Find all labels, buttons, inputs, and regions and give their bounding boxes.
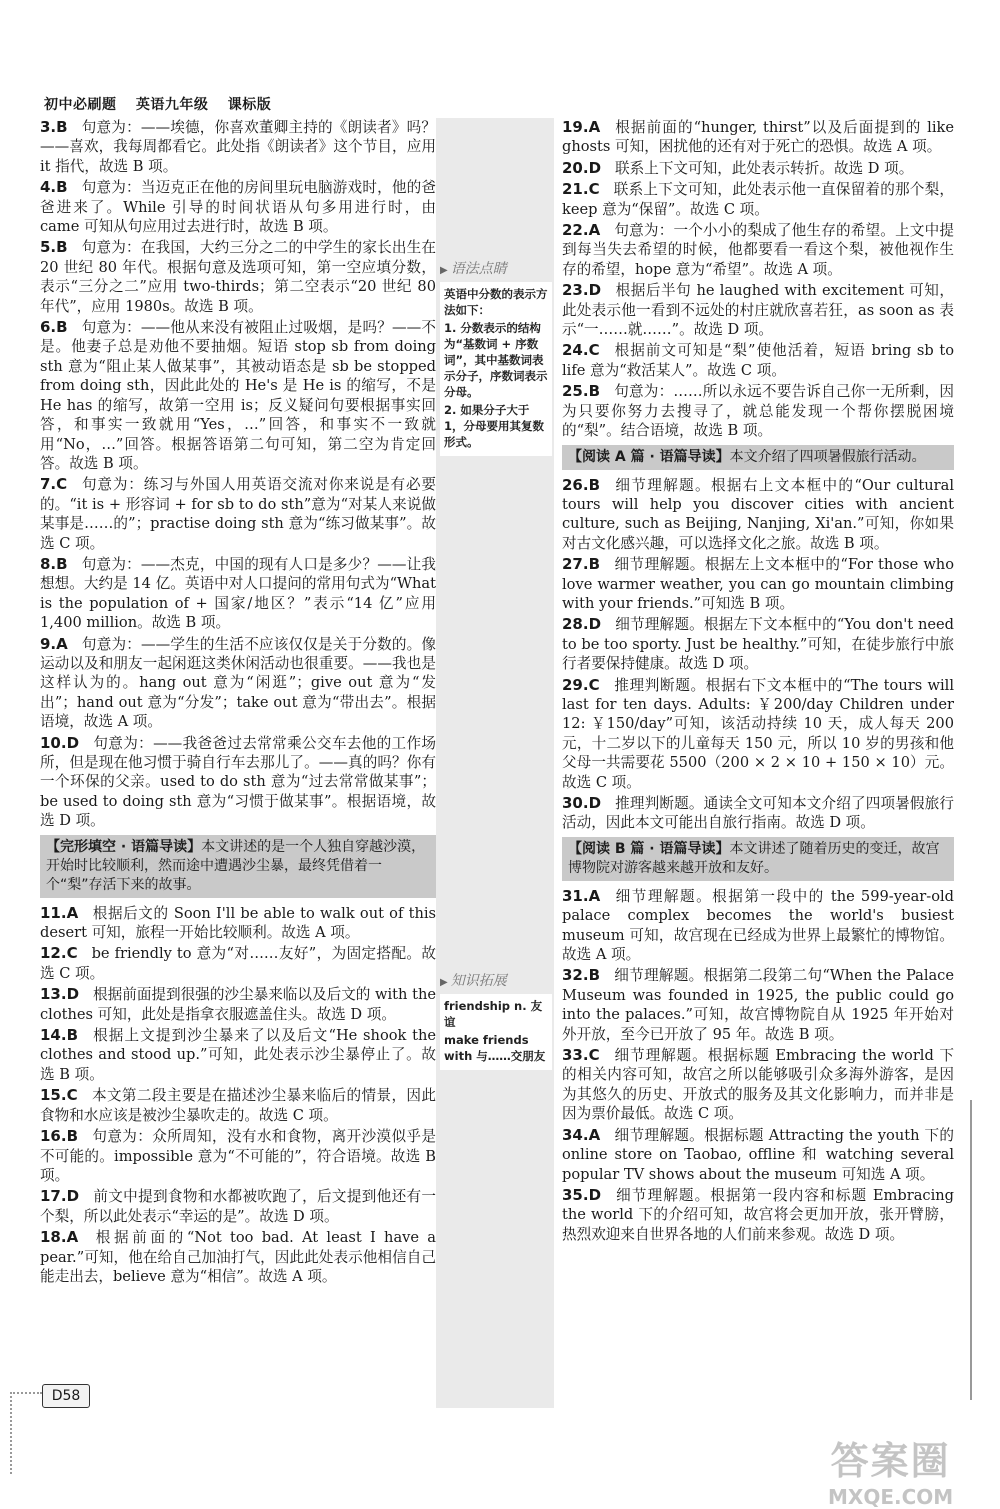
answer-number: 21.C — [562, 180, 600, 199]
banner-text: 本文介绍了四项暑假旅行活动。 — [729, 448, 926, 465]
answer-item — [40, 1127, 436, 1185]
answer-item — [40, 238, 436, 316]
answer-explanation: be friendly to 意为“对……友好”，为固定搭配。故选 C 项。 — [40, 945, 436, 982]
answer-explanation: 细节理解题。根据标题 Embracing the world 下的相关内容可知，故宫之所以能够吸引众多海外游客，是因为其悠久的历史、开放式的服务及其文化影响力，而并非是因为票价最低。故选 C 项。 — [562, 1047, 954, 1123]
answer-explanation: 句意为：——我爸爸过去常常乘公交车去他的工作场所，但是现在他习惯于骑自行车去那儿了。——真的吗？你有一个环保的父亲。used to do sth 意为“过去常常做某事”；be used to doing sth 意为“习惯于做某事”。根据语境，故选 D 项。 — [40, 734, 436, 830]
answer-number: 10.D — [40, 733, 80, 752]
answer-explanation: 本文第二段主要是在描述沙尘暴来临后的情景，因此食物和水应该是被沙尘暴吹走的。故选 C 项。 — [40, 1087, 436, 1124]
answer-number: 24.C — [562, 341, 600, 360]
answer-number: 34.A — [562, 1125, 601, 1144]
series-title: 初中必刷题 — [44, 97, 117, 113]
watermark-main-text: 答案圈 — [830, 1439, 951, 1483]
subject-title: 英语九年级 — [135, 97, 209, 113]
answer-explanation: 细节理解题。根据右上文本框中的“Our cultural tours will help you discover cities with ancient culture, such as Beijing, Nanjing, Xi'an.”可知，你如果对古文化感兴趣，可以选择文化之旅。故选 B 项。 — [562, 476, 954, 552]
answer-number: 13.D — [40, 985, 80, 1004]
answer-item — [562, 476, 954, 554]
answer-explanation: 细节理解题。根据第一段中的 the 599-year-old palace complex becomes the world's busiest museum 可知，故宫现在已经成为世界上最繁忙的博物馆。故选 A 项。 — [562, 887, 954, 964]
answer-number: 14.B — [40, 1026, 79, 1045]
answer-item — [562, 1126, 954, 1184]
answer-number: 9.A — [40, 634, 68, 653]
answer-explanation: 句意为：练习与外国人用英语交流对你来说是有必要的。“it is + 形容词 + for sb to do sth”意为“对某人来说做某事是……的”；practise doing sth 意为“练习做某事”。故选 C 项。 — [40, 476, 436, 552]
answer-explanation: 前文中提到食物和水都被吹跑了，后文提到他还有一个梨，所以此处表示“幸运的是”。故选 D 项。 — [40, 1188, 436, 1225]
knowledge-note-line: make friends with 与……交朋友 — [444, 1033, 546, 1063]
answer-number: 28.D — [562, 615, 602, 634]
answer-explanation: 根据后半句 he laughed with excitement 可知，此处表示他一看到不远处的村庄就欣喜若狂，as soon as 表示“一……就……”。故选 D 项。 — [562, 282, 954, 339]
answer-item — [40, 944, 436, 983]
right-column — [562, 118, 954, 1246]
answer-item — [562, 159, 954, 178]
answer-explanation: 细节理解题。根据左下文本框中的“You don't need to be too sporty. Just be healthy.”可知，在徒步旅行中旅行者要保持健康。故选 D 项。 — [562, 616, 954, 673]
answer-explanation: 句意为：……所以永远不要告诉自己你一无所剩，因为只要你努力去搜寻了，就总能发现一个帮你摆脱困境的“梨”。结合语境，故选 B 项。 — [562, 383, 954, 440]
answer-explanation: 联系上下文可知，此处表示他一直保留着的那个梨，keep 意为“保留”。故选 C 项。 — [562, 181, 954, 218]
answer-number: 33.C — [562, 1046, 600, 1065]
banner-tag: 【完形填空 · 语篇导读】 — [46, 838, 202, 855]
answer-item — [40, 555, 436, 633]
answer-number: 17.D — [40, 1187, 80, 1206]
answer-explanation: 根据后文的 Soon I'll be able to walk out of this desert 可知，旅程一开始比较顺利。故选 A 项。 — [40, 904, 436, 942]
answer-item — [562, 221, 954, 279]
answer-explanation: 根据上文提到沙尘暴来了以及后文“He shook the clothes and stood up.”可知，此处表示沙尘暴停止了。故选 B 项。 — [40, 1027, 436, 1083]
watermark-site-text: MXQE.COM — [828, 1485, 954, 1509]
answer-item — [40, 1228, 436, 1286]
knowledge-note-body — [440, 994, 552, 1070]
answer-item — [562, 887, 954, 965]
banner-text: 本文讲述了随着历史的变迁，故宫博物院对游客越来越开放和友好。 — [568, 840, 940, 876]
answer-item — [40, 1086, 436, 1125]
left-column — [40, 118, 436, 1288]
answer-explanation: 根据前面的“Not too bad. At least I have a pear.”可知，他在给自己加油打气，因此此处表示他相信自己能走出去，believe 意为“相信”。故选 A 项。 — [40, 1229, 436, 1285]
answer-number: 23.D — [562, 281, 602, 300]
answer-number: 4.B — [40, 178, 68, 197]
cloze-guide-banner — [40, 835, 436, 898]
margin-rule — [970, 1100, 972, 1400]
answer-number: 32.B — [562, 966, 601, 985]
answer-explanation: 细节理解题。根据第二段第二句“When the Palace Museum was founded in 1925, the public could go into the palaces.”可知，故宫博物院自从 1925 年开始对外开放，至今已开放了 95 年。故选 B 项。 — [562, 967, 954, 1043]
answer-item — [562, 341, 954, 380]
knowledge-note — [440, 970, 552, 1070]
answer-explanation: 推理判断题。根据右下文本框中的“The tours will last for ten days. Adults: ￥200/day Children under 12: ￥150/day”可知，该活动持续 10 天，成人每天 200 元，十二岁以下的儿童每天 150 元，所以 10 岁的男孩和他父母一共需要花 5500（200 × 2 × 10 + 150 × 10）元。故选 C 项。 — [562, 676, 954, 791]
answer-number: 29.C — [562, 675, 600, 694]
answer-item — [562, 1186, 954, 1244]
answer-number: 3.B — [40, 118, 68, 136]
reading-a-guide-banner — [562, 445, 954, 470]
answer-item — [562, 676, 954, 792]
answer-explanation: 句意为：——学生的生活不应该仅仅是关于分数的。像运动以及和朋友一起闲逛这类休闲活动也很重要。——我也是这样认为的。hang out 意为“闲逛”；give out 意为“发出”；hand out 意为“分发”；take out 意为“带出去”。根据语境，故选 A 项。 — [40, 635, 436, 731]
answer-item — [40, 734, 436, 831]
banner-tag: 【阅读 A 篇 · 语篇导读】 — [568, 448, 730, 465]
answer-item — [40, 635, 436, 732]
answer-number: 19.A — [562, 118, 601, 136]
watermark-logo — [828, 1430, 953, 1509]
answer-item — [562, 118, 954, 157]
knowledge-note-line: friendship n. 友谊 — [444, 999, 543, 1029]
edition-title: 课标版 — [227, 97, 272, 113]
answer-item — [562, 1046, 954, 1124]
answer-explanation: 句意为：在我国，大约三分之二的中学生的家长出生在 20 世纪 80 年代。根据句意及选项可知，第一空应填分数，表示“三分之二”应用 two-thirds；第二空表示“20 世纪 80 年代”，应用 1980s。故选 B 项。 — [40, 239, 436, 315]
answer-explanation: 句意为：——杰克，中国的现有人口是多少？——让我想想。大约是 14 亿。英语中对人口提问的常用句式为“What is the population of + 国家/地区？”表示“14 亿”应用 1,400 million。故选 B 项。 — [40, 555, 436, 632]
answer-explanation: 根据前文可知是“梨”使他活着，短语 bring sb to life 意为“救活某人”。故选 C 项。 — [562, 342, 954, 379]
answer-number: 35.D — [562, 1185, 602, 1204]
answer-item — [40, 985, 436, 1024]
answer-explanation: 根据前面提到很强的沙尘暴来临以及后文的 with the clothes 可知，此处是指拿衣服遮盖住头。故选 D 项。 — [40, 986, 436, 1023]
answer-item — [40, 475, 436, 553]
answer-number: 18.A — [40, 1228, 79, 1247]
grammar-note-point: 2. 如果分子大于 1，分母要用其复数形式。 — [444, 403, 545, 449]
banner-text: 本文讲述的是一个人独自穿越沙漠，开始时比较顺利，然而途中遭遇沙尘暴，最终凭借着一个“梨”存活下来的故事。 — [46, 838, 426, 893]
answer-number: 6.B — [40, 318, 68, 337]
answer-explanation: 句意为：——埃德，你喜欢董卿主持的《朗读者》吗？——喜欢，我每周都看它。此处指《朗读者》这个节目，应用 it 指代，故选 B 项。 — [40, 119, 436, 175]
answer-number: 22.A — [562, 221, 601, 240]
answer-number: 25.B — [562, 382, 601, 401]
answer-explanation: 细节理解题。根据标题 Attracting the youth 下的 online store on Taobao, offline 和 watching several popular TV shows about the museum 可知选 A 项。 — [562, 1126, 954, 1183]
page-header — [44, 94, 285, 114]
answer-item — [562, 180, 954, 219]
answer-number: 15.C — [40, 1086, 78, 1105]
answer-item — [40, 904, 436, 943]
grammar-note-title: ▶ 语法点睛 — [440, 258, 552, 278]
answer-explanation: 句意为：——他从来没有被阻止过吸烟，是吗？——不是。他妻子总是劝他不要抽烟。短语 stop sb from doing sth 意为“阻止某人做某事”，其被动语态是 sb be stopped from doing sth，因此此处的 He's 是 He is 的缩写，不是 He has 的缩写，故第一空用 is；反义疑问句要根据事实回答，和事实一致就用“Yes，…”回答，和事实不一致就用“No，…”回答。根据答语第二句可知，第二空为肯定回答。故选 B 项。 — [40, 319, 436, 472]
grammar-note-point: 1. 分数表示的结构为“基数词 + 序数词”，其中基数词表示分子，序数词表示分母。 — [444, 321, 548, 399]
answer-number: 30.D — [562, 794, 602, 812]
answer-item — [562, 966, 954, 1044]
answer-explanation: 句意为：当迈克正在他的房间里玩电脑游戏时，他的爸爸进来了。While 引导的时间状语从句多用进行时，由 came 可知从句应用过去进行时，故选 B 项。 — [40, 179, 436, 236]
answer-explanation: 根据前面的“hunger, thirst”以及后面提到的 like ghosts 可知，困扰他的还有对于死亡的恐惧。故选 A 项。 — [562, 119, 954, 156]
answer-number: 20.D — [562, 158, 602, 177]
answer-number: 8.B — [40, 554, 68, 573]
answer-number: 26.B — [562, 475, 601, 494]
answer-explanation: 细节理解题。根据第一段内容和标题 Embracing the world 下的介绍可知，故宫将会更加开放，张开臂膀，热烈欢迎来自世界各地的人们前来参观。故选 D 项。 — [562, 1186, 954, 1243]
answer-item — [562, 615, 954, 673]
answer-explanation: 句意为：一个小小的梨成了他生存的希望。上文中提到每当失去希望的时候，他都要看一看这个梨，被他视作生存的希望，hope 意为“希望”。故选 A 项。 — [562, 222, 954, 278]
answer-item — [40, 318, 436, 473]
answer-explanation: 细节理解题。根据左上文本框中的“For those who love warmer weather, you can go mountain climbing with your friends.”可知选 B 项。 — [562, 556, 954, 612]
answer-number: 5.B — [40, 238, 68, 257]
answer-item — [40, 178, 436, 236]
page-number: D58 — [42, 1384, 90, 1408]
answer-number: 27.B — [562, 555, 601, 574]
answer-item — [562, 794, 954, 833]
answer-item — [40, 1187, 436, 1226]
reading-b-guide-banner — [562, 837, 954, 881]
answer-item — [40, 1026, 436, 1084]
answer-explanation: 句意为：众所周知，没有水和食物，离开沙漠似乎是不可能的。impossible 意为“不可能的”，符合语境。故选 B 项。 — [40, 1128, 436, 1184]
answer-item — [562, 281, 954, 339]
answer-number: 11.A — [40, 903, 79, 922]
grammar-note-body — [440, 282, 552, 456]
answer-number: 16.B — [40, 1127, 79, 1146]
answer-number: 12.C — [40, 944, 78, 963]
banner-tag: 【阅读 B 篇 · 语篇导读】 — [568, 840, 730, 857]
answer-item — [562, 555, 954, 613]
grammar-note-intro: 英语中分数的表示方法如下： — [444, 287, 548, 317]
answer-item — [40, 118, 436, 176]
corner-dots-decoration — [10, 1392, 42, 1474]
answer-explanation: 推理判断题。通读全文可知本文介绍了四项暑假旅行活动，因此本文可能出自旅行指南。故选 D 项。 — [562, 795, 954, 832]
answer-number: 7.C — [40, 475, 68, 494]
knowledge-note-title: ▶ 知识拓展 — [440, 970, 552, 990]
answer-number: 31.A — [562, 886, 601, 905]
grammar-note — [440, 258, 552, 456]
answer-item — [562, 382, 954, 440]
answer-explanation: 联系上下文可知，此处表示转折。故选 D 项。 — [615, 159, 914, 177]
